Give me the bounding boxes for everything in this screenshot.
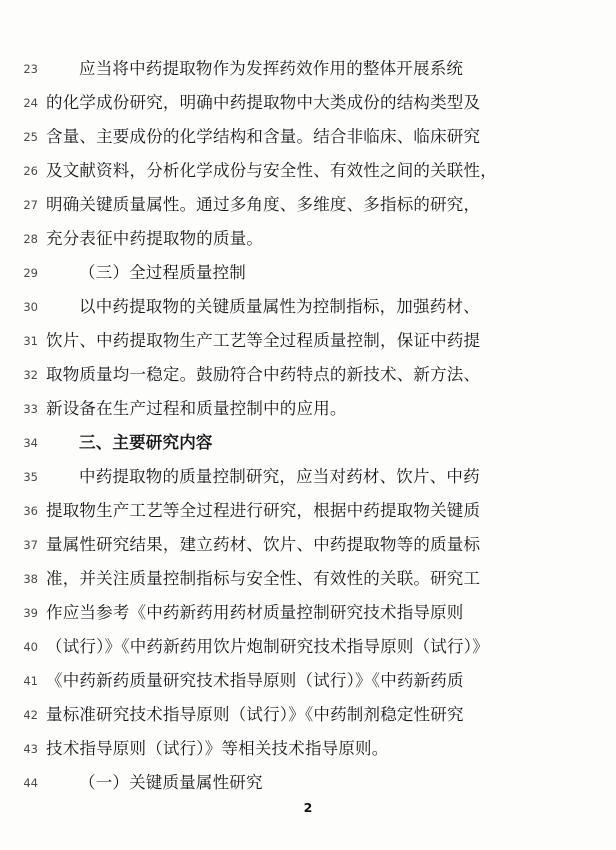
line-number: 36 (23, 504, 38, 518)
line-content: 量属性研究结果，建立药材、饮片、中药提取物等的质量标 (46, 535, 481, 554)
line-number: 40 (23, 640, 38, 654)
line-content: （三）全过程质量控制 (79, 263, 246, 282)
line-content: 以中药提取物的关键质量属性为控制指标，加强药材、 (79, 297, 480, 316)
line-content: 中药提取物的质量控制研究，应当对药材、饮片、中药 (79, 467, 480, 486)
text-line (0, 494, 616, 528)
line-content: 充分表征中药提取物的质量。 (46, 229, 264, 248)
line-number: 26 (23, 164, 38, 178)
text-line (0, 120, 616, 154)
text-line (0, 528, 616, 562)
text-line (0, 188, 616, 222)
line-content: 《中药新药质量研究技术指导原则（试行）》《中药新药质 (46, 671, 464, 690)
page-number: 2 (303, 800, 313, 815)
line-number: 27 (23, 198, 38, 212)
text-line (0, 596, 616, 630)
line-number: 39 (23, 606, 38, 620)
line-number: 42 (23, 708, 38, 722)
line-number: 44 (23, 776, 38, 790)
text-line (0, 392, 616, 426)
line-content: 及文献资料，分析化学成份与安全性、有效性之间的关联性， (46, 161, 497, 180)
line-number: 34 (23, 436, 38, 450)
document-body (0, 52, 616, 800)
line-content: 取物质量均一稳定。鼓励符合中药特点的新技术、新方法、 (46, 365, 481, 384)
line-content: 的化学成份研究，明确中药提取物中大类成份的结构类型及 (46, 93, 481, 112)
line-number: 25 (23, 130, 38, 144)
line-content: 新设备在生产过程和质量控制中的应用。 (46, 399, 347, 418)
line-number: 24 (23, 96, 38, 110)
line-number: 29 (23, 266, 38, 280)
line-number: 37 (23, 538, 38, 552)
text-line (0, 256, 616, 290)
line-number: 35 (23, 470, 38, 484)
line-content: 饮片、中药提取物生产工艺等全过程质量控制，保证中药提 (46, 331, 481, 350)
line-number: 38 (23, 572, 38, 586)
line-content: 三、主要研究内容 (79, 433, 213, 452)
text-line (0, 460, 616, 494)
line-content: 技术指导原则（试行）》等相关技术指导原则。 (46, 739, 389, 758)
text-line (0, 426, 616, 460)
line-content: 作应当参考《中药新药用药材质量控制研究技术指导原则 (46, 603, 464, 622)
line-content: （一）关键质量属性研究 (79, 773, 263, 792)
text-line (0, 52, 616, 86)
text-line (0, 290, 616, 324)
text-line (0, 154, 616, 188)
line-content: 应当将中药提取物作为发挥药效作用的整体开展系统 (79, 59, 464, 78)
line-number: 43 (23, 742, 38, 756)
text-line (0, 766, 616, 800)
text-line (0, 324, 616, 358)
line-content: 含量、主要成份的化学结构和含量。结合非临床、临床研究 (46, 127, 481, 146)
line-content: 准，并关注质量控制指标与安全性、有效性的关联。研究工 (46, 569, 481, 588)
text-line (0, 732, 616, 766)
text-line (0, 222, 616, 256)
text-line (0, 358, 616, 392)
text-line (0, 630, 616, 664)
line-content: 量标准研究技术指导原则（试行）》《中药制剂稳定性研究 (46, 705, 464, 724)
line-number: 32 (23, 368, 38, 382)
line-content: 提取物生产工艺等全过程进行研究，根据中药提取物关键质 (46, 501, 481, 520)
line-number: 33 (23, 402, 38, 416)
line-number: 28 (23, 232, 38, 246)
text-line (0, 664, 616, 698)
text-line (0, 562, 616, 596)
line-number: 41 (23, 674, 38, 688)
text-line (0, 86, 616, 120)
line-number: 31 (23, 334, 38, 348)
line-content: （试行）》《中药新药用饮片炮制研究技术指导原则（试行）》 (46, 637, 489, 656)
line-content: 明确关键质量属性。通过多角度、多维度、多指标的研究， (46, 195, 481, 214)
text-line (0, 698, 616, 732)
line-number: 30 (23, 300, 38, 314)
line-number: 23 (23, 62, 38, 76)
